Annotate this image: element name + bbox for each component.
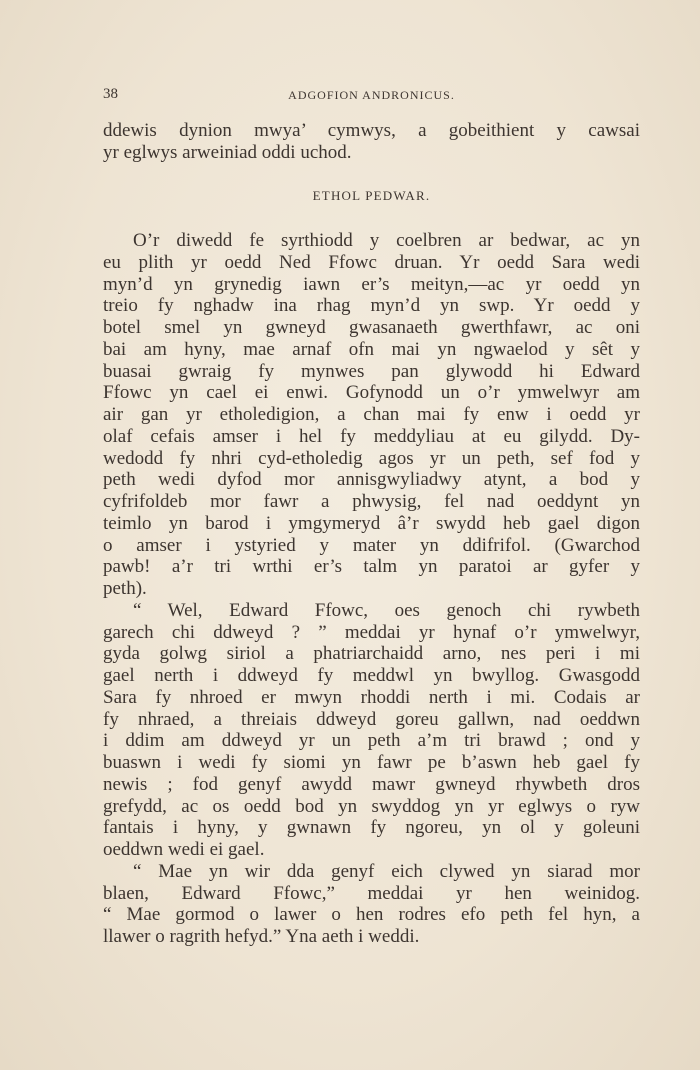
- text-line: fantais i hyny, y gwnawn fy ngoreu, yn ol y goleuni: [103, 817, 640, 839]
- text-line: buasai gwraig fy mynwes pan glywodd hi Edward: [103, 360, 640, 382]
- text-line: buaswn i wedi fy siomi yn fawr pe b’aswn heb gael fy: [103, 752, 640, 773]
- text-line: gael nerth i ddweyd fy meddwl yn bwyllog. Gwasgodd: [103, 665, 640, 686]
- text-line: gyda golwg siriol a phatriarchaidd arno, nes peri i mi: [103, 643, 640, 665]
- text-line: peth wedi dyfod mor annisgwyliadwy atynt, a bod y: [103, 469, 640, 491]
- text-line: botel smel yn gwneyd gwasanaeth gwerthfawr, ac oni: [103, 317, 640, 338]
- text-line: garech chi ddweyd ? ” meddai yr hynaf o’r ymwelwyr,: [103, 621, 640, 643]
- text-line: air gan yr etholedigion, a chan mai fy enw i oedd yr: [103, 404, 640, 425]
- text-line: cyfrifoldeb mor fawr a phwysig, fel nad oeddynt yn: [103, 491, 640, 512]
- book-title: ADGOFION ANDRONICUS.: [288, 88, 455, 102]
- text-line: wedodd fy nhri cyd-etholedig agos yr un peth, sef fod y: [103, 447, 640, 469]
- running-head: [103, 86, 640, 106]
- text-line: grefydd, ac os oedd bod yn swyddog yn yr eglwys o ryw: [103, 795, 640, 817]
- opening-paragraph: [103, 120, 640, 164]
- text-line: o amser i ystyried y mater yn ddifrifol. (Gwarchod: [103, 534, 640, 556]
- text-line: eu plith yr oedd Ned Ffowc druan. Yr oedd Sara wedi: [103, 251, 640, 273]
- text-line: olaf cefais amser i hel fy meddyliau at eu gilydd. Dy-: [103, 425, 640, 447]
- text-line: myn’d yn grynedig iawn er’s meityn,—ac yr oedd yn: [103, 273, 640, 295]
- text-line: bai am hyny, mae arnaf ofn mai yn ngwaelod y sêt y: [103, 338, 640, 360]
- text-line: pawb! a’r tri wrthi er’s talm yn paratoi ar gyfer y: [103, 556, 640, 578]
- text-line: “ Mae gormod o lawer o hen rodres efo peth fel hyn, a: [103, 904, 640, 926]
- text-line: teimlo yn barod i ymgymeryd â’r swydd heb gael digon: [103, 512, 640, 534]
- text-line: blaen, Edward Ffowc,” meddai yr hen weinidog.: [103, 882, 640, 904]
- page-number: 38: [103, 86, 118, 102]
- text-line: Ffowc yn cael ei enwi. Gofynodd un o’r ymwelwyr am: [103, 382, 640, 404]
- section-heading: ETHOL PEDWAR.: [312, 188, 431, 203]
- text-line: ddewis dynion mwya’ cymwys, a gobeithient y cawsai: [103, 120, 640, 141]
- text-line: i ddim am ddweyd yr un peth a’m tri brawd ; ond y: [103, 730, 640, 752]
- text-line: newis ; fod genyf awydd mawr gwneyd rhywbeth dros: [103, 773, 640, 795]
- section-body: [103, 230, 640, 948]
- text-line: O’r diwedd fe syrthiodd y coelbren ar bedwar, ac yn: [133, 230, 640, 251]
- text-line: peth).: [103, 578, 147, 599]
- text-line: “ Wel, Edward Ffowc, oes genoch chi rywbeth: [133, 599, 640, 621]
- text-line: “ Mae yn wir dda genyf eich clywed yn siarad mor: [133, 860, 640, 882]
- text-line: fy nhraed, a threiais ddweyd goreu gallwn, nad oeddwn: [103, 708, 640, 730]
- text-line: Sara fy nhroed er mwyn rhoddi nerth i mi. Codais ar: [103, 686, 640, 708]
- text-line: oeddwn wedi ei gael.: [103, 839, 265, 860]
- text-line: treio fy nghadw ina rhag myn’d yn swp. Yr oedd y: [103, 295, 640, 317]
- text-line: llawer o ragrith hefyd.” Yna aeth i weddi.: [103, 926, 420, 947]
- text-line: yr eglwys arweiniad oddi uchod.: [103, 141, 352, 163]
